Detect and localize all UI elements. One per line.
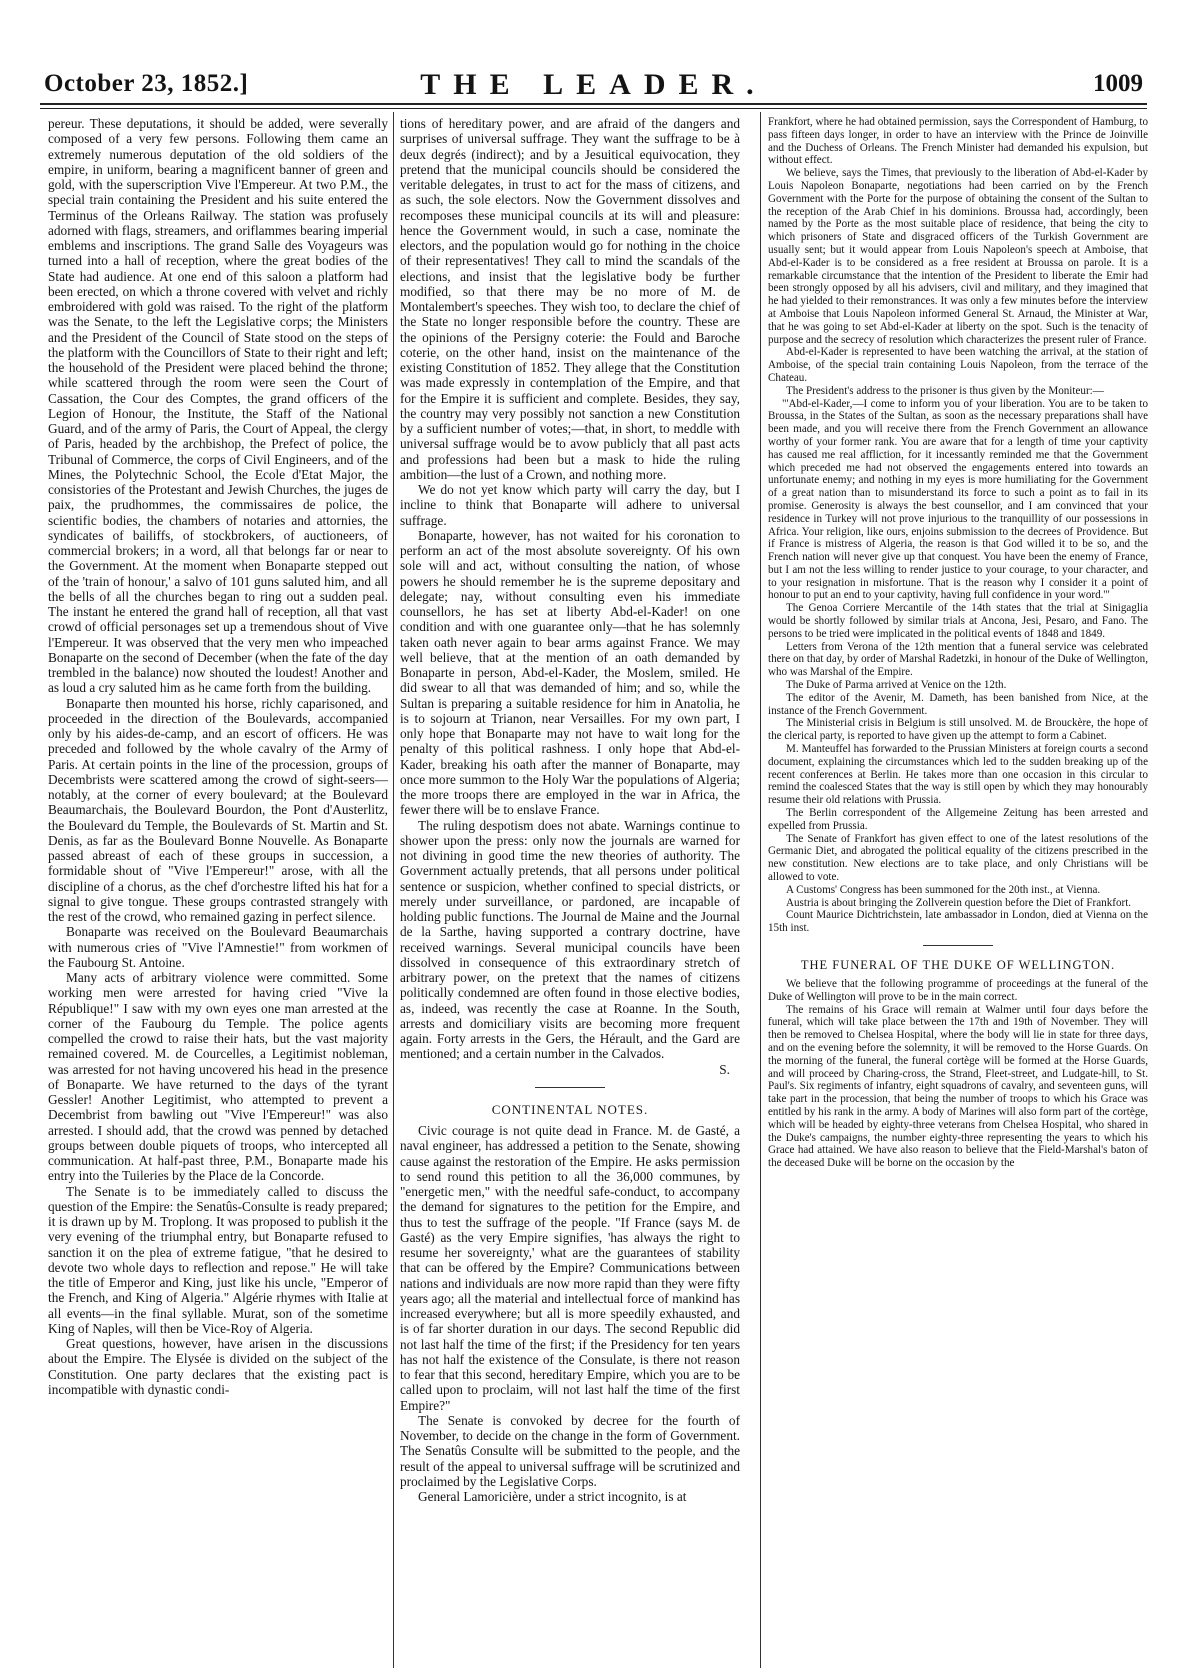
paragraph: The Senate is convoked by decree for the fourth of November, to decide on the change in the form of Government. The Senatûs Consulte will be submitted to the people, and the result of the appeal to universal suffrage will be scrutinized and proclaimed by the Legislative Corps.: [400, 1412, 740, 1489]
text-column-3: [768, 116, 1148, 1664]
paragraph: Bonaparte was received on the Boulevard Beaumarchais with numerous cries of "Vive l'Amnestie!" from workmen of the Faubourg St. Antoine.: [48, 924, 388, 970]
paragraph: We believe, says the Times, that previously to the liberation of Abd-el-Kader by Louis Napoleon Bonaparte, negotiations had been carried on by the French Government with the Porte for the purpose of obtaining the consent of the Sultan to the reception of the Arab Chief in his dominions. Broussa had, accordingly, been named by the Porte as the most suitable place of residence, that being the city to which prisoners of State and disgraced officers of the Turkish Government are usually sent; but it would appear from Louis Napoleon's speech at Amboise, that Abd-el-Kader is to be considered as a free resident at Broussa on parole. It is a remarkable circumstance that the intention of the President to liberate the Emir had been strongly opposed by all his advisers, civil and military, and they imagined that he had yielded to their remonstrances. It was only a few minutes before the interview at Amboise that Louis Napoleon informed General St. Arnaud, the Minister at War, that he was going to set Abd-el-Kader at liberty on the spot. Such is the tenacity of purpose and the secrecy of resolution which characterizes the present ruler of France.: [768, 167, 1148, 346]
paragraph: The remains of his Grace will remain at Walmer until four days before the funeral, which will take place between the 17th and 19th of November. They will then be removed to Chelsea Hospital, where the body will lie in state for three days, and on the evening before the solemnity, it will be removed to the Horse Guards. On the morning of the funeral, the funeral cortège will be formed at the Horse Guards, and will proceed by Charing-cross, the Strand, Fleet-street, and Ludgate-hill, to St. Paul's. Six regiments of infantry, eight squadrons of cavalry, and seventeen guns, will take part in the procession, that being the number of troops to which his Grace was entitled by his rank in the army. A body of Marines will also form part of the cortège, which will be headed by eighty-three veterans from Chelsea Hospital, who shared in the Duke's campaigns, the number eighty-three representing the years to which his Grace had attained. We have also reason to believe that the Field-Marshal's baton of the deceased Duke will be borne on the occasion by the: [768, 1003, 1148, 1170]
text-column-2: [400, 116, 740, 1664]
section-heading: CONTINENTAL NOTES.: [491, 1101, 649, 1117]
newspaper-title: THE LEADER.: [420, 68, 767, 101]
paragraph: We do not yet know which party will carry the day, but I incline to think that Bonaparte will adhere to universal suffrage.: [400, 482, 740, 528]
page-header: [40, 62, 1147, 102]
paragraph: We believe that the following programme of proceedings at the funeral of the Duke of Wellington will prove to be in the main correct.: [768, 978, 1148, 1003]
paragraph: Civic courage is not quite dead in France. M. de Gasté, a naval engineer, has addressed a petition to the Senate, showing cause against the restoration of the Empire. He asks permission to send round this petition to all the 36,000 communes, by "energetic men," with the needful safe-conduct, to accompany the demand for signatures to the petition for the Empire, and thus to test the suffrage of the people. "If France (says M. de Gasté) as the very Empire signifies, 'has always the right to resume her sovereignty,' what are the guarantees of stability that can be offered by the Empire? Communications between nations and individuals are now more rapid than they were fifty years ago; all the material and intellectual force of mankind has increased everywhere; but all is more speedily exhausted, and is of far shorter duration in our days. The second Republic did not last half the time of the first; if the Presidency for ten years has not half the existence of the Consulate, is there not reason to fear that this second, hereditary Empire, which you are to be called upon to proclaim, will not last half the time of the first Empire?": [400, 1123, 740, 1413]
header-rule-thick: [40, 103, 1147, 105]
text-column-1: [48, 116, 388, 1664]
paragraph: The Senate of Frankfort has given effect to one of the latest resolutions of the Germanic Diet, and abrogated the political equality of the citizens prescribed in the new constitution. New elections are to take place, and only Christians will be allowed to vote.: [768, 832, 1148, 884]
paragraph: The Berlin correspondent of the Allgemeine Zeitung has been arrested and expelled from Prussia.: [768, 807, 1148, 832]
page-number: 1009: [1093, 70, 1143, 97]
paragraph: M. Manteuffel has forwarded to the Prussian Ministers at foreign courts a second document, explaining the circumstances which led to the sudden breaking up of the recent conferences at Berlin. He takes more than one occasion in this circular to remind the coalesced States that the way is still open by which they may honourably resume their old relations with Prussia.: [768, 743, 1148, 807]
paragraph: A Customs' Congress has been summoned for the 20th inst., at Vienna.: [786, 883, 1101, 896]
paragraph: Abd-el-Kader is represented to have been watching the arrival, at the station of Amboise, of the special train containing Louis Napoleon, from the terrace of the Chateau.: [768, 346, 1148, 384]
section-separator: [535, 1087, 605, 1088]
paragraph: General Lamoricière, under a strict incognito, is at: [418, 1489, 687, 1504]
paragraph: Austria is about bringing the Zollverein question before the Diet of Frankfort.: [786, 896, 1132, 909]
column-divider: [760, 112, 761, 1668]
paragraph: The ruling despotism does not abate. Warnings continue to shower upon the press: only now the journals are warned for not divining in good time the new theories of authority. The Government actually pretends, that all persons under political sentence or suspicion, whether confined to special districts, or merely under surveillance, or pardoned, are incapable of holding public functions. The Journal de Maine and the Journal de la Sarthe, having supported a contrary doctrine, have received warnings. Several municipal councils have been dissolved in consequence of this extraordinary stretch of arbitrary power, on the pretext that the names of citizens politically condemned are often found in those elective bodies, as, indeed, was recently the case at Roanne. In the South, arrests and domiciliary visits are becoming more frequent again. Forty arrests in the Gers, the Hérault, and the Gard are mentioned; and a certain number in the Calvados.: [400, 817, 740, 1062]
section-separator: [923, 945, 993, 946]
paragraph: tions of hereditary power, and are afraid of the dangers and surprises of universal suffrage. They want the suffrage to be à deux degrés (indirect); and by a Jesuitical equivocation, they pretend that the municipal councils should be considered the veritable delegates, in trust to act for the mass of citizens, and as such, the sole electors. Now the Government dissolves and recomposes these municipal councils at its will and pleasure: hence the Government would, in such a case, nominate the electors, and the population would go for nothing in the choice of their representatives! They call to mind the scandals of the elections, and insist that the legislative body be further modified, so that there may be no more of M. de Montalembert's speeches. They wish too, to declare the chief of the State no longer responsible before the country. These are the opinions of the Persigny coterie: the Fould and Baroche coterie, on the other hand, insist on the maintenance of the existing Constitution of 1852. They allege that the Constitution was made expressly in contemplation of the Empire, and that for the Empire it is sufficient and complete. Besides, they say, the country may very possibly not sanction a new Constitution by a sufficient number of votes;—that, in short, to meddle with universal suffrage would be to avow publicly that all past acts and professions had been but a mask to hide the ruling ambition—the lust of a Crown, and nothing more.: [400, 116, 740, 482]
paragraph: The editor of the Avenir, M. Dameth, has been banished from Nice, at the instance of the French Government.: [768, 691, 1148, 717]
header-rule-thin: [40, 108, 1147, 109]
paragraph: Bonaparte then mounted his horse, richly caparisoned, and proceeded in the direction of the Boulevards, accompanied only by his aides-de-camp, and an escort of officers. He was preceded and followed by the whole cavalry of the Army of Paris. At certain points in the line of the procession, groups of Decembrists were scattered among the crowd of sight-seers—notably, at the corner of every boulevard; at the Boulevard Beaumarchais, the Boulevard Bourdon, the Pont d'Austerlitz, the Boulevard du Temple, the Boulevards of St. Martin and St. Denis, as far as the Boulevard Bonne Nouvelle. As Bonaparte passed abreast of each of these groups in succession, a formidable shout of "Vive l'Empereur!" arose, with all the discipline of a chorus, as the chef d'orchestre lifted his hat for a signal to give tongue. These groups contrasted strangely with the rest of the crowd, who remained gazing in perfect silence.: [48, 695, 388, 924]
section-heading: THE FUNERAL OF THE DUKE OF WELLINGTON.: [800, 958, 1116, 972]
paragraph: The Senate is to be immediately called to discuss the question of the Empire: the Senatûs-Consulte is ready prepared; it is drawn up by M. Troplong. It was proposed to publish it the very evening of the triumphal entry, but Bonaparte refused to sanction it on the plea of extreme fatigue, "that he desired to devote two whole days to reflection and repose." He will take the title of Emperor and King, just like his uncle, "Emperor of the French, and King of Algeria." Algérie rhymes with Italie at all events—in the final syllable. Murat, son of the sometime King of Naples, will then be Vice-Roy of Algeria.: [48, 1183, 388, 1336]
issue-date: October 23, 1852.]: [44, 70, 249, 97]
column-divider: [393, 112, 394, 1668]
paragraph: Count Maurice Dichtrichstein, late ambassador in London, died at Vienna on the 15th inst.: [768, 909, 1148, 935]
paragraph: The Ministerial crisis in Belgium is still unsolved. M. de Brouckère, the hope of the clerical party, is reported to have given up the attempt to form a Cabinet.: [768, 717, 1148, 743]
paragraph: The Genoa Corriere Mercantile of the 14th states that the trial at Sinigaglia would be shortly followed by similar trials at Ancona, Jesi, Pesaro, and Fano. The persons to be tried were implicated in the political events of 1848 and 1849.: [768, 602, 1148, 640]
signature: S.: [719, 1061, 730, 1077]
paragraph: The Duke of Parma arrived at Venice on the 12th.: [786, 679, 1007, 692]
paragraph: Letters from Verona of the 12th mention that a funeral service was celebrated there on that day, by order of Marshal Radetzki, in honour of the Duke of Wellington, who was Marshal of the Empire.: [768, 640, 1148, 679]
paragraph: Frankfort, where he had obtained permission, says the Correspondent of Hamburg, to pass fifteen days longer, in order to have an interview with the Prince de Joinville and the Duchess of Orleans. The French Minister had demanded his expulsion, but without effect.: [768, 116, 1148, 167]
paragraph: Great questions, however, have arisen in the discussions about the Empire. The Elysée is divided on the subject of the Constitution. One party declares that the existing pact is incompatible with dynastic condi-: [48, 1336, 388, 1397]
paragraph: Many acts of arbitrary violence were committed. Some working men were arrested for having cried "Vive la République!" I saw with my own eyes one man arrested at the corner of the Faubourg du Temple. The police agents compelled the crowd to raise their hats, but the vast majority remained covered. M. de Courcelles, a Legitimist nobleman, was arrested for not having uncovered his head in the presence of Bonaparte. We have returned to the days of the tyrant Gessler! Another Legitimist, who attempted to prevent a Decembrist from bawling out "Vive l'Empereur!" was also arrested. I should add, that the crowd was penned by detached groups between double piquets of troops, who intercepted all communication. At half-past three, P.M., Bonaparte made his entry into the Tuileries by the Place de la Concorde.: [48, 970, 388, 1184]
paragraph: Bonaparte, however, has not waited for his coronation to perform an act of the most absolute sovereignty. Of his own sole will and act, without consulting the nation, of whose powers he should remember he is the supreme depositary and delegate; nay, without consulting even his immediate counsellors, he has set at liberty Abd-el-Kader! on one condition and with one guarantee only—that he has solemnly taken oath never again to bear arms against France. We may well believe, that at the mention of an oath demanded by Bonaparte in person, Abd-el-Kader, the Moslem, smiled. He did swear to all that was demanded of him; and so, while the Sultan is preparing a suitable residence for him in Anatolia, he is to sojourn at Trianon, near Versailles. For my own part, I only hope that Bonaparte may not have to wait long for the penalty of this political rashness. I only hope that Abd-el-Kader, breaking his oath after the manner of Bonaparte, may once more summon to the Holy War the populations of Algeria; the more troops there are employed in the war in Africa, the fewer there will be to enslave France.: [400, 527, 740, 818]
quoted-address: "'Abd-el-Kader,—I come to inform you of your liberation. You are to be taken to Broussa, in the States of the Sultan, as soon as the necessary preparations shall have been made, and you will receive there from the French Government an allowance worthy of your former rank. You are aware that for a length of time your captivity has caused me real affliction, for it incessantly reminded me that the Government which preceded me had not observed the engagements entered into towards an unfortunate enemy; and nothing in my eyes is more humiliating for the Government of a great nation than to misunderstand its force to such a point as to fail in its promise. Generosity is always the best counsellor, and I am convinced that your residence in Turkey will not prove injurious to the tranquillity of our possessions in Africa. Your religion, like ours, enjoins submission to the decrees of Providence. But if France is mistress of Algeria, the reason is that God willed it to be so, and the French nation will never give up that conquest. You have been the enemy of France, but I am not the less willing to render justice to your courage, to your character, and to your resignation in misfortune. That is the reason why I consider it a point of honour to put an end to your captivity, having full confidence in your word.'": [768, 397, 1148, 602]
paragraph: The President's address to the prisoner is thus given by the Moniteur:—: [786, 384, 1104, 397]
paragraph: pereur. These deputations, it should be added, were severally composed of a very few persons. Following them came an extremely numerous deputation of the old soldiers of the empire, in uniform, bearing a magnificent banner of green and gold, with the superscription Vive l'Empereur. At two P.M., the special train containing the President and his suite entered the Terminus of the Orleans Railway. The station was profusely adorned with flags, streamers, and oriflammes bearing imperial emblems and inscriptions. The grand Salle des Voyageurs was turned into a hall of reception, where the great bodies of the State had audience. At one end of this saloon a platform had been erected, on which a throne covered with velvet and richly embroidered with gold was raised. To the right of the platform was the Senate, to the left the Legislative corps; the Ministers and the President of the Council of State stood on the steps of the platform with the Councillors of State to their right and left; the household of the President were placed behind the throne; while scattered through the room were seen the Court of Cassation, the Cour des Comptes, the grand officers of the Legion of Honour, the Institute, the Staff of the National Guard, and of the army of Paris, the Court of Appeal, the clergy of Paris, headed by the archbishop, the Prefect of police, the Tribunal of Commerce, the corps of Civil Engineers, and of the Mines, the Polytechnic School, the Ecole d'Etat Major, the consistories of the Protestant and Jewish Churches, the juges de paix, the prudhommes, the commissaires de police, the scientific bodies, the chambers of notaries and attornies, the syndicates of bailiffs, of stockbrokers, of auctioneers, of commercial brokers; in a word, all that belongs far or near to the Government. At the moment when Bonaparte stepped out of the 'train of honour,' a salvo of 101 guns saluted him, and all the bells of all the churches began to ring out a sudden peal. The instant he entered the grand hall of reception, all that vast crowd of official personages set up a tremendous shout of Vive l'Empereur. It was observed that the very men who impeached Bonaparte on the second of December (when the fate of the day trembled in the balance) now shouted the loudest! Another and as loud a cry saluted him as he came forth from the building.: [48, 116, 388, 696]
